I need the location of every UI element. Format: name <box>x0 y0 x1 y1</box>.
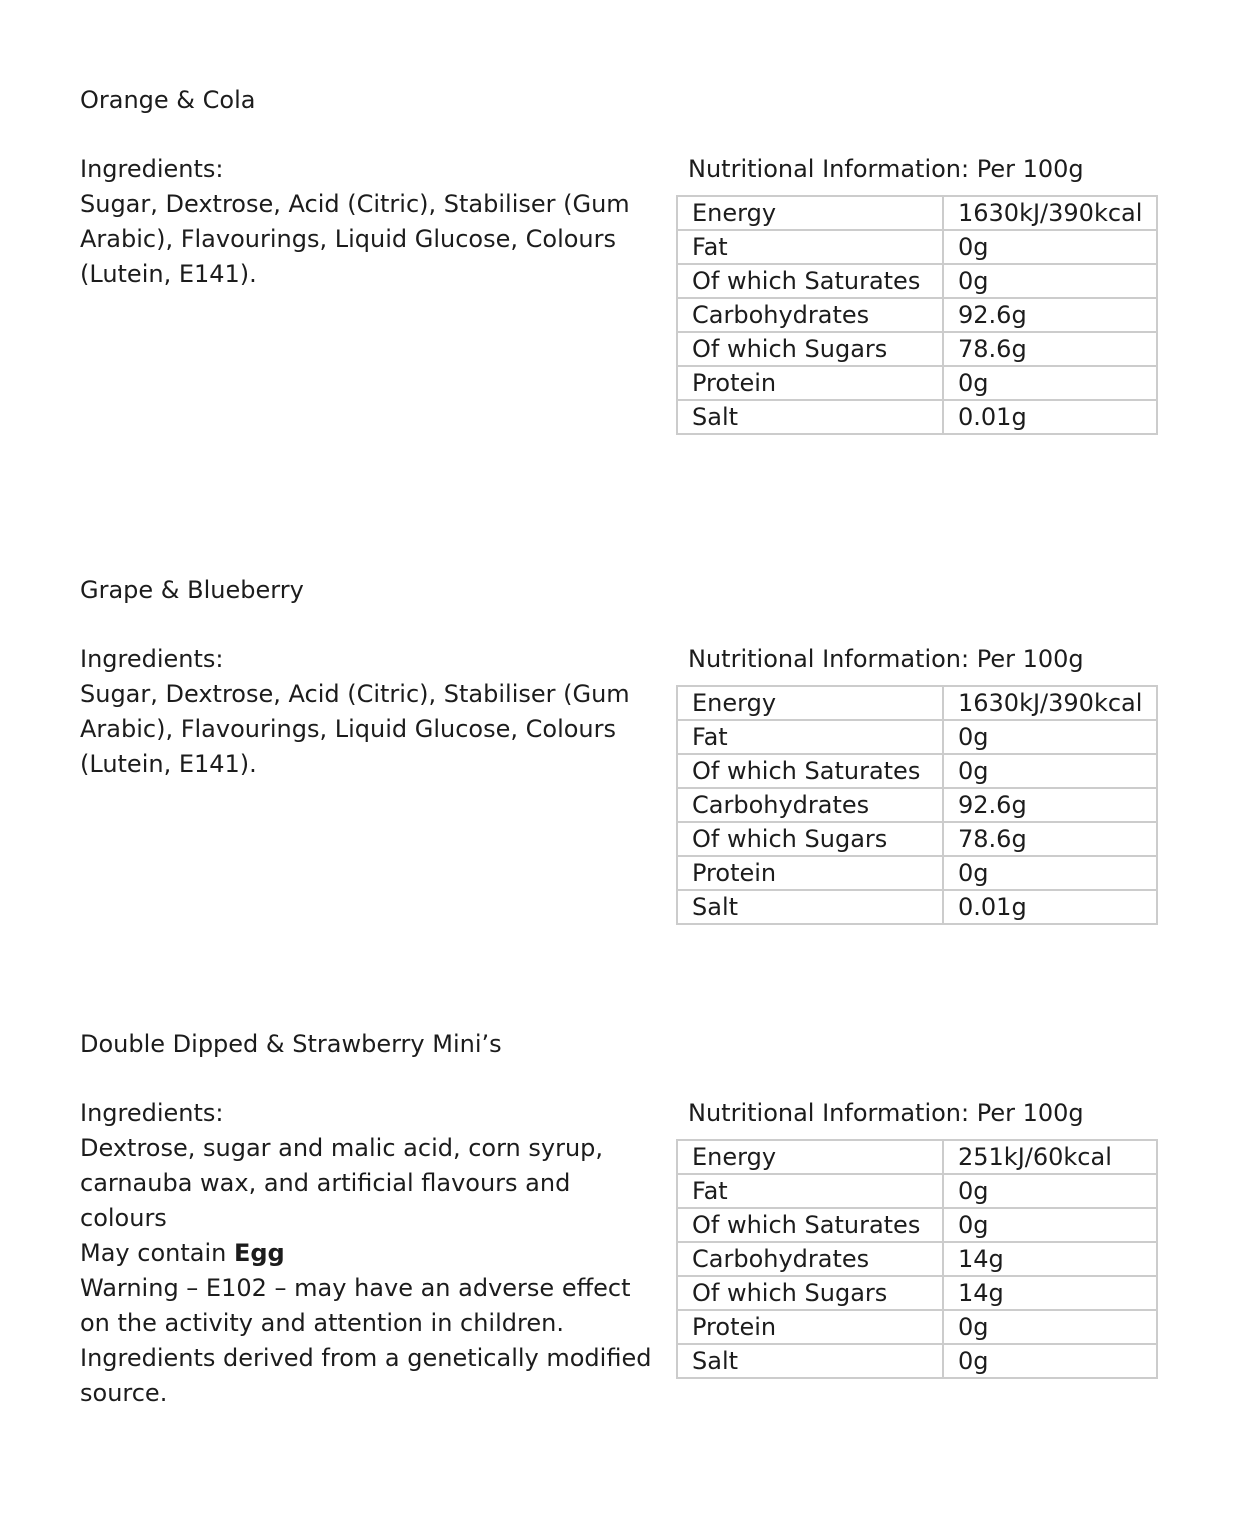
table-row <box>677 788 1157 822</box>
nutrient-value: 0g <box>943 754 1157 788</box>
nutrient-value: 0.01g <box>943 890 1157 924</box>
table-row <box>677 196 1157 230</box>
product-grape-blueberry <box>0 572 1246 992</box>
nutrient-name: Protein <box>677 856 943 890</box>
table-row <box>677 1344 1157 1378</box>
nutrition-block <box>676 1096 1158 1379</box>
nutrient-value: 0g <box>943 856 1157 890</box>
product-title: Grape & Blueberry <box>80 576 304 604</box>
nutrient-name: Carbohydrates <box>677 1242 943 1276</box>
nutrient-name: Energy <box>677 686 943 720</box>
product-title: Double Dipped & Strawberry Mini’s <box>80 1030 502 1058</box>
warning-text: Warning – E102 – may have an adverse effect on the activity and attention in children. Ingredients derived from a genetically modified source. <box>80 1274 652 1407</box>
nutrition-heading: Nutritional Information: Per 100g <box>688 1099 1084 1127</box>
table-row <box>677 890 1157 924</box>
table-row <box>677 754 1157 788</box>
table-row <box>677 856 1157 890</box>
ingredients-text: Sugar, Dextrose, Acid (Citric), Stabiliser (Gum Arabic), Flavourings, Liquid Glucose, Colours (Lutein, E141). <box>80 190 630 288</box>
nutrition-table <box>676 685 1158 925</box>
nutrient-name: Salt <box>677 1344 943 1378</box>
nutrient-value: 0g <box>943 1310 1157 1344</box>
nutrient-value: 0.01g <box>943 400 1157 434</box>
nutrient-value: 14g <box>943 1242 1157 1276</box>
nutrient-value: 0g <box>943 366 1157 400</box>
nutrient-name: Carbohydrates <box>677 298 943 332</box>
ingredients-block <box>80 152 660 292</box>
table-row <box>677 230 1157 264</box>
nutrient-name: Fat <box>677 230 943 264</box>
table-row <box>677 332 1157 366</box>
table-row <box>677 1208 1157 1242</box>
table-row <box>677 298 1157 332</box>
table-row <box>677 1276 1157 1310</box>
table-row <box>677 822 1157 856</box>
table-row <box>677 1140 1157 1174</box>
nutrition-table <box>676 195 1158 435</box>
table-row <box>677 720 1157 754</box>
table-row <box>677 1174 1157 1208</box>
nutrient-name: Salt <box>677 890 943 924</box>
nutrient-name: Of which Sugars <box>677 1276 943 1310</box>
nutrient-name: Energy <box>677 1140 943 1174</box>
table-row <box>677 1242 1157 1276</box>
nutrition-heading: Nutritional Information: Per 100g <box>688 645 1084 673</box>
nutrition-table <box>676 1139 1158 1379</box>
nutrient-value: 78.6g <box>943 822 1157 856</box>
product-title: Orange & Cola <box>80 86 256 114</box>
nutrient-value: 0g <box>943 720 1157 754</box>
table-row <box>677 686 1157 720</box>
allergen-notice <box>80 1236 660 1271</box>
nutrient-name: Fat <box>677 720 943 754</box>
nutrient-value: 0g <box>943 1344 1157 1378</box>
table-row <box>677 264 1157 298</box>
nutrient-name: Fat <box>677 1174 943 1208</box>
ingredients-block <box>80 1096 660 1411</box>
nutrient-name: Carbohydrates <box>677 788 943 822</box>
nutrition-heading: Nutritional Information: Per 100g <box>688 155 1084 183</box>
nutrient-name: Of which Saturates <box>677 264 943 298</box>
nutrient-name: Of which Sugars <box>677 332 943 366</box>
nutrient-value: 92.6g <box>943 298 1157 332</box>
ingredients-heading: Ingredients: <box>80 645 224 673</box>
nutrition-block <box>676 152 1158 435</box>
nutrient-name: Of which Saturates <box>677 754 943 788</box>
nutrition-block <box>676 642 1158 925</box>
ingredients-text: Dextrose, sugar and malic acid, corn syrup, carnauba wax, and artificial flavours and colours <box>80 1134 604 1232</box>
nutrient-value: 1630kJ/390kcal <box>943 196 1157 230</box>
nutrient-name: Of which Sugars <box>677 822 943 856</box>
ingredients-heading: Ingredients: <box>80 1099 224 1127</box>
table-row <box>677 400 1157 434</box>
nutrient-value: 0g <box>943 1174 1157 1208</box>
nutrient-value: 251kJ/60kcal <box>943 1140 1157 1174</box>
allergen-highlight: Egg <box>233 1239 285 1267</box>
ingredients-block <box>80 642 660 782</box>
nutrient-value: 1630kJ/390kcal <box>943 686 1157 720</box>
product-double-dipped-strawberry-minis <box>0 1026 1246 1446</box>
nutrient-name: Protein <box>677 366 943 400</box>
nutrient-value: 92.6g <box>943 788 1157 822</box>
nutrient-value: 14g <box>943 1276 1157 1310</box>
nutrient-value: 0g <box>943 230 1157 264</box>
nutrient-value: 0g <box>943 264 1157 298</box>
ingredients-heading: Ingredients: <box>80 155 224 183</box>
ingredients-text: Sugar, Dextrose, Acid (Citric), Stabiliser (Gum Arabic), Flavourings, Liquid Glucose, Colours (Lutein, E141). <box>80 680 630 778</box>
nutrient-name: Energy <box>677 196 943 230</box>
product-orange-cola <box>0 82 1246 502</box>
nutrient-name: Of which Saturates <box>677 1208 943 1242</box>
nutrient-value: 78.6g <box>943 332 1157 366</box>
nutrient-name: Protein <box>677 1310 943 1344</box>
nutrient-value: 0g <box>943 1208 1157 1242</box>
allergen-prefix: May contain <box>80 1239 234 1267</box>
table-row <box>677 1310 1157 1344</box>
nutrient-name: Salt <box>677 400 943 434</box>
table-row <box>677 366 1157 400</box>
